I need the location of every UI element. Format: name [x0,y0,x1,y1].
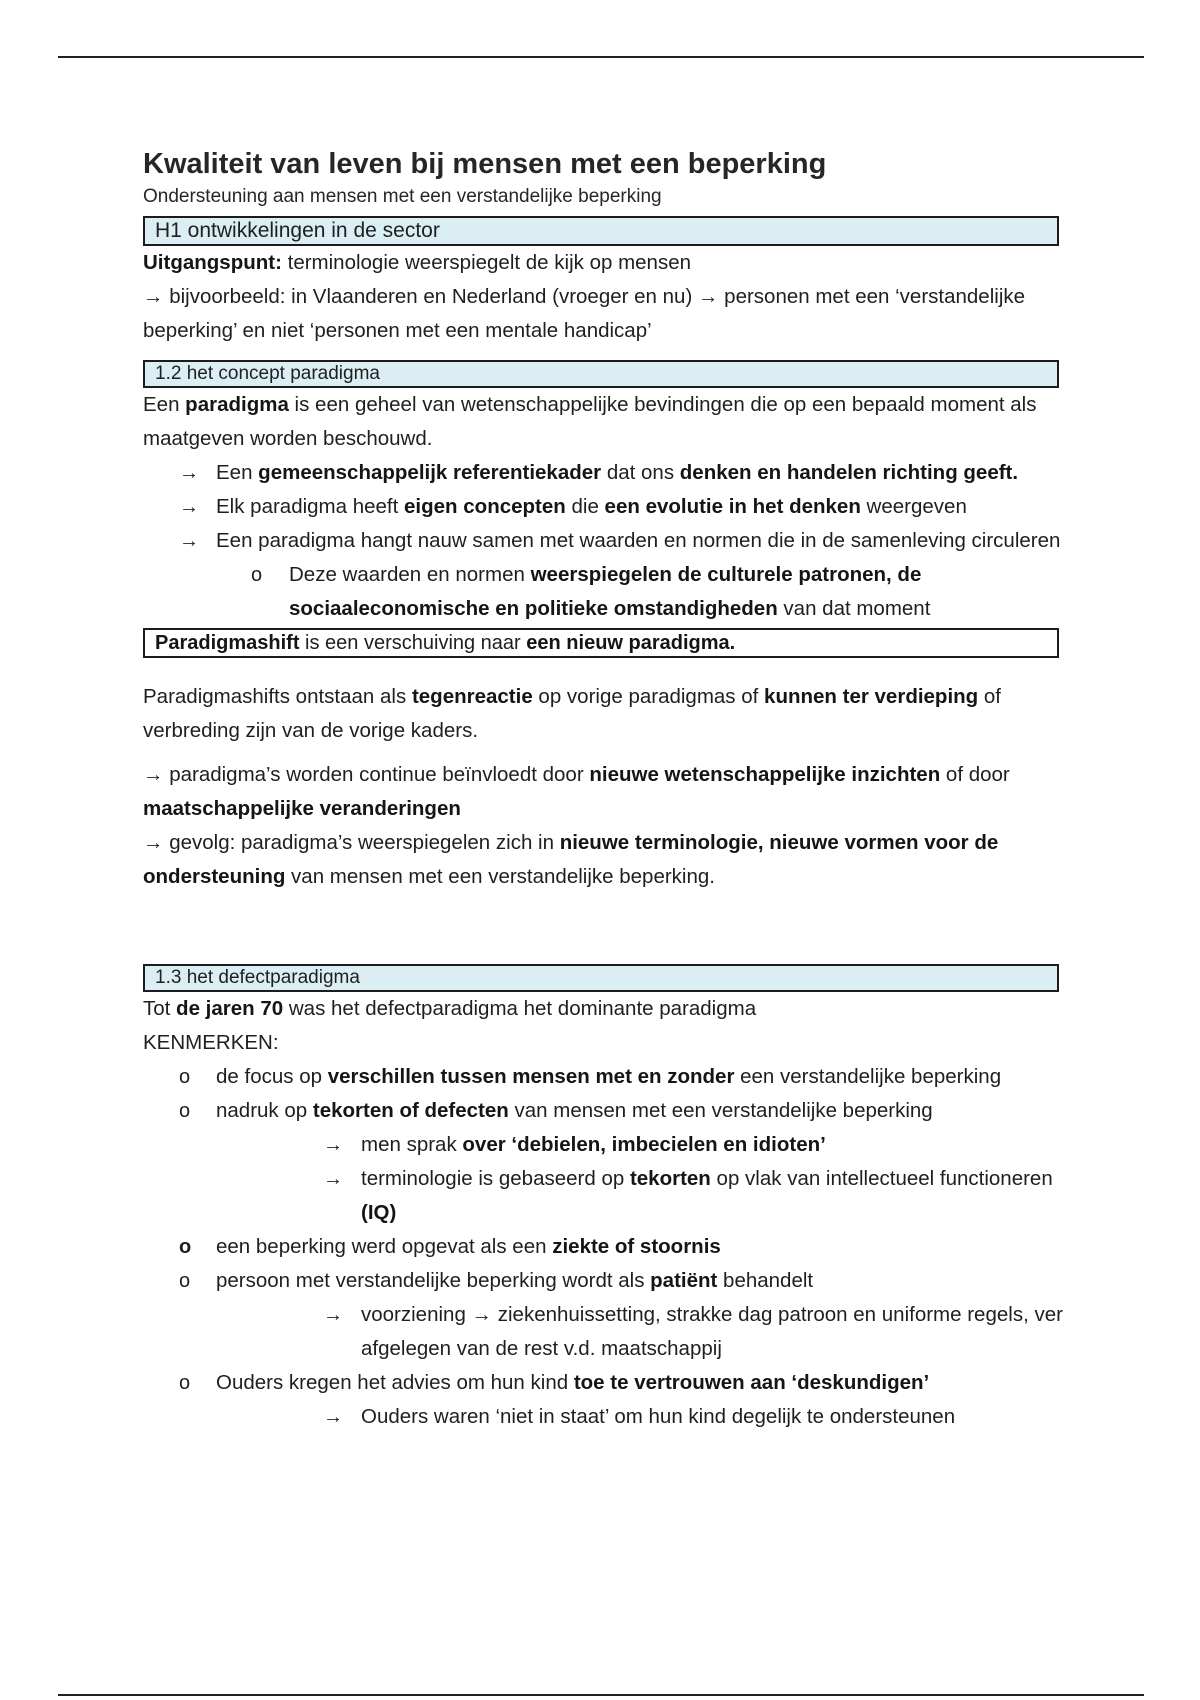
list-item: o Ouders kregen het advies om hun kind toe te vertrouwen aan ‘deskundigen’ [143,1366,1063,1400]
circle-bullet-icon: o [179,1100,191,1122]
circle-bullet-icon: o [179,1236,192,1258]
arrow-icon: → [323,1304,343,1326]
paragraph-uitgangspunt: Uitgangspunt: terminologie weerspiegelt de kijk op mensen [143,251,692,274]
list-item: o de focus op verschillen tussen mensen met en zonder een verstandelijke beperking [143,1060,1063,1094]
arrow-icon: → [323,1168,343,1190]
list-item: → Elk paradigma heeft eigen concepten die een evolutie in het denken weergeven [143,490,1063,524]
arrow-icon: → [179,530,199,552]
list-item: → Een paradigma hangt nauw samen met waarden en normen die in de samenleving circuleren [143,524,1063,558]
paradigmashift-box: Paradigmashift is een verschuiving naar een nieuw paradigma. [143,628,1059,658]
list-item: → voorziening → ziekenhuissetting, strakke dag patroon en uniforme regels, ver afgelegen van de rest v.d. maatschappij [143,1298,1063,1366]
document-title: Kwaliteit van leven bij mensen met een beperking [143,148,827,180]
list-item: → Ouders waren ‘niet in staat’ om hun kind degelijk te ondersteunen [143,1400,1063,1434]
document-body [143,144,1063,1434]
list-item: o nadruk op tekorten of defecten van mensen met een verstandelijke beperking [143,1094,1063,1128]
list-item: → Een gemeenschappelijk referentiekader dat ons denken en handelen richting geeft. [143,456,1063,490]
document-subtitle: Ondersteuning aan mensen met een verstandelijke beperking [143,186,662,207]
list-item: o persoon met verstandelijke beperking wordt als patiënt behandelt [143,1264,1063,1298]
kenmerken-label: KENMERKEN: [143,1031,279,1054]
paragraph-influence: → paradigma’s worden continue beïnvloedt door nieuwe wetenschappelijke inzichten of door maatschappelijke veranderingen [143,763,1010,820]
paragraph-paradigmashifts: Paradigmashifts ontstaan als tegenreactie op vorige paradigmas of kunnen ter verdieping of verbreding zijn van de vorige kaders. [143,685,1001,742]
section-heading-1-3: 1.3 het defectparadigma [143,964,1059,992]
footer-rule [58,1694,1144,1696]
circle-bullet-icon: o [179,1372,191,1394]
arrow-icon: → [179,496,199,518]
paragraph-paradigma-definition: Een paradigma is een geheel van wetenschappelijke bevindingen die op een bepaald moment als maatgeven worden beschouwd. [143,393,1037,450]
paragraph-defect-intro: Tot de jaren 70 was het defectparadigma het dominante paradigma [143,997,757,1020]
header-rule [58,56,1144,58]
list-item: o een beperking werd opgevat als een ziekte of stoornis [143,1230,1063,1264]
list-item: → men sprak over ‘debielen, imbecielen en idioten’ [143,1128,1063,1162]
circle-bullet-icon: o [179,1066,191,1088]
paragraph-example: → bijvoorbeeld: in Vlaanderen en Nederland (vroeger en nu) → personen met een ‘verstandelijke beperking’ en niet ‘personen met een mentale handicap’ [143,285,1026,342]
paradigma-bullet-list [143,456,1063,626]
list-item: o Deze waarden en normen weerspiegelen de culturele patronen, de sociaaleconomische en politieke omstandigheden van dat moment [143,558,1063,626]
arrow-icon: → [179,462,199,484]
circle-bullet-icon: o [251,564,263,586]
arrow-icon: → [323,1134,343,1156]
section-heading-h1: H1 ontwikkelingen in de sector [143,216,1059,246]
list-item: → terminologie is gebaseerd op tekorten op vlak van intellectueel functioneren (IQ) [143,1162,1063,1230]
arrow-icon: → [323,1406,343,1428]
circle-bullet-icon: o [179,1270,191,1292]
section-heading-1-2: 1.2 het concept paradigma [143,360,1059,388]
paragraph-consequence: → gevolg: paradigma’s weerspiegelen zich in nieuwe terminologie, nieuwe vormen voor de ondersteuning van mensen met een verstandelijke beperking. [143,831,999,888]
kenmerken-list [143,1060,1063,1434]
